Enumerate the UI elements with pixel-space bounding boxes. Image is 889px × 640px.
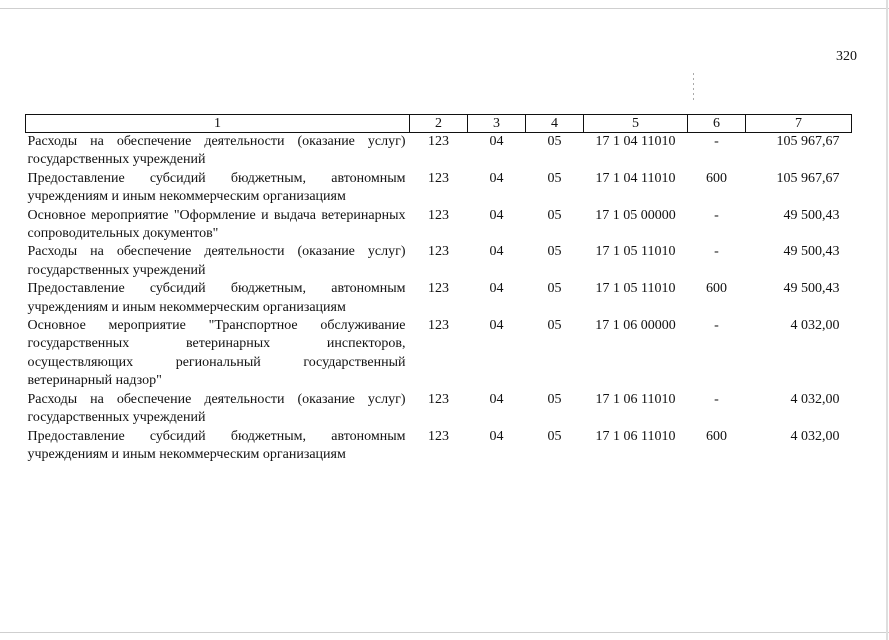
amount-cell: 4 032,00 xyxy=(790,428,840,444)
target-article-cell: 17 1 05 11010 xyxy=(595,281,676,297)
row-name-cell: Основное мероприятие "Транспортное обслуживание государственных ветеринарных инспекторов, осуществляющих региональный государственный ветеринарный надзор" xyxy=(27,318,406,389)
expense-type-cell: 600 xyxy=(706,170,727,186)
section-cell: 04 xyxy=(489,281,504,297)
expense-type-cell: - xyxy=(714,244,719,260)
section-cell: 04 xyxy=(489,134,504,149)
expense-type-cell: - xyxy=(714,391,719,407)
target-article-cell: 17 1 06 00000 xyxy=(595,318,676,334)
table-row xyxy=(26,133,852,170)
table-row xyxy=(26,280,852,317)
row-name-cell: Предоставление субсидий бюджетным, автономным учреждениям и иным некоммерческим организациям xyxy=(27,281,406,315)
column-header: 7 xyxy=(746,115,852,133)
amount-cell: 49 500,43 xyxy=(783,244,840,260)
admin-code-cell: 123 xyxy=(428,281,449,297)
table-body xyxy=(26,133,852,465)
admin-code-cell: 123 xyxy=(428,391,449,407)
scan-artifact xyxy=(693,73,694,101)
subsection-cell: 05 xyxy=(547,134,562,149)
amount-cell: 105 967,67 xyxy=(776,134,840,149)
admin-code-cell: 123 xyxy=(428,318,449,334)
table-row xyxy=(26,428,852,465)
target-article-cell: 17 1 06 11010 xyxy=(595,428,676,444)
column-header: 3 xyxy=(468,115,526,133)
scan-edge-bottom xyxy=(0,632,889,633)
amount-cell: 49 500,43 xyxy=(783,207,840,223)
row-name-cell: Предоставление субсидий бюджетным, автономным учреждениям и иным некоммерческим организациям xyxy=(27,170,406,205)
table-row xyxy=(26,170,852,207)
target-article-cell: 17 1 06 11010 xyxy=(595,391,676,407)
row-name-cell: Расходы на обеспечение деятельности (оказание услуг) государственных учреждений xyxy=(27,134,406,168)
admin-code-cell: 123 xyxy=(428,207,449,223)
page-number: 320 xyxy=(836,49,857,64)
admin-code-cell: 123 xyxy=(428,170,449,186)
expense-type-cell: 600 xyxy=(706,428,727,444)
row-name-cell: Предоставление субсидий бюджетным, автономным учреждениям и иным некоммерческим организациям xyxy=(27,428,406,462)
section-cell: 04 xyxy=(489,428,504,444)
amount-cell: 4 032,00 xyxy=(790,391,840,407)
section-cell: 04 xyxy=(489,244,504,260)
subsection-cell: 05 xyxy=(547,428,562,444)
target-article-cell: 17 1 05 00000 xyxy=(595,207,676,223)
expense-type-cell: 600 xyxy=(706,281,727,297)
table-row xyxy=(26,391,852,428)
subsection-cell: 05 xyxy=(547,318,562,334)
column-header: 6 xyxy=(688,115,746,133)
row-name-cell: Основное мероприятие "Оформление и выдача ветеринарных сопроводительных документов" xyxy=(27,207,406,242)
admin-code-cell: 123 xyxy=(428,134,449,149)
column-header: 1 xyxy=(26,115,410,133)
row-name-cell: Расходы на обеспечение деятельности (оказание услуг) государственных учреждений xyxy=(27,391,406,426)
subsection-cell: 05 xyxy=(547,244,562,260)
target-article-cell: 17 1 05 11010 xyxy=(595,244,676,260)
section-cell: 04 xyxy=(489,318,504,334)
amount-cell: 4 032,00 xyxy=(790,318,840,334)
table-row xyxy=(26,207,852,244)
expense-type-cell: - xyxy=(714,318,719,334)
budget-table xyxy=(25,114,852,464)
column-number-row xyxy=(26,115,852,133)
column-header: 4 xyxy=(526,115,584,133)
subsection-cell: 05 xyxy=(547,391,562,407)
column-header: 5 xyxy=(584,115,688,133)
section-cell: 04 xyxy=(489,170,504,186)
subsection-cell: 05 xyxy=(547,170,562,186)
scan-edge-right xyxy=(886,0,888,640)
column-header: 2 xyxy=(410,115,468,133)
table-row xyxy=(26,243,852,280)
row-name-cell: Расходы на обеспечение деятельности (оказание услуг) государственных учреждений xyxy=(27,244,406,278)
table-row xyxy=(26,317,852,391)
target-article-cell: 17 1 04 11010 xyxy=(595,134,676,149)
admin-code-cell: 123 xyxy=(428,428,449,444)
section-cell: 04 xyxy=(489,391,504,407)
expense-type-cell: - xyxy=(714,207,719,223)
target-article-cell: 17 1 04 11010 xyxy=(595,170,676,186)
expense-type-cell: - xyxy=(714,134,719,149)
admin-code-cell: 123 xyxy=(428,244,449,260)
amount-cell: 49 500,43 xyxy=(783,281,840,297)
scan-edge-top xyxy=(0,8,889,9)
subsection-cell: 05 xyxy=(547,281,562,297)
amount-cell: 105 967,67 xyxy=(776,170,840,186)
subsection-cell: 05 xyxy=(547,207,562,223)
section-cell: 04 xyxy=(489,207,504,223)
